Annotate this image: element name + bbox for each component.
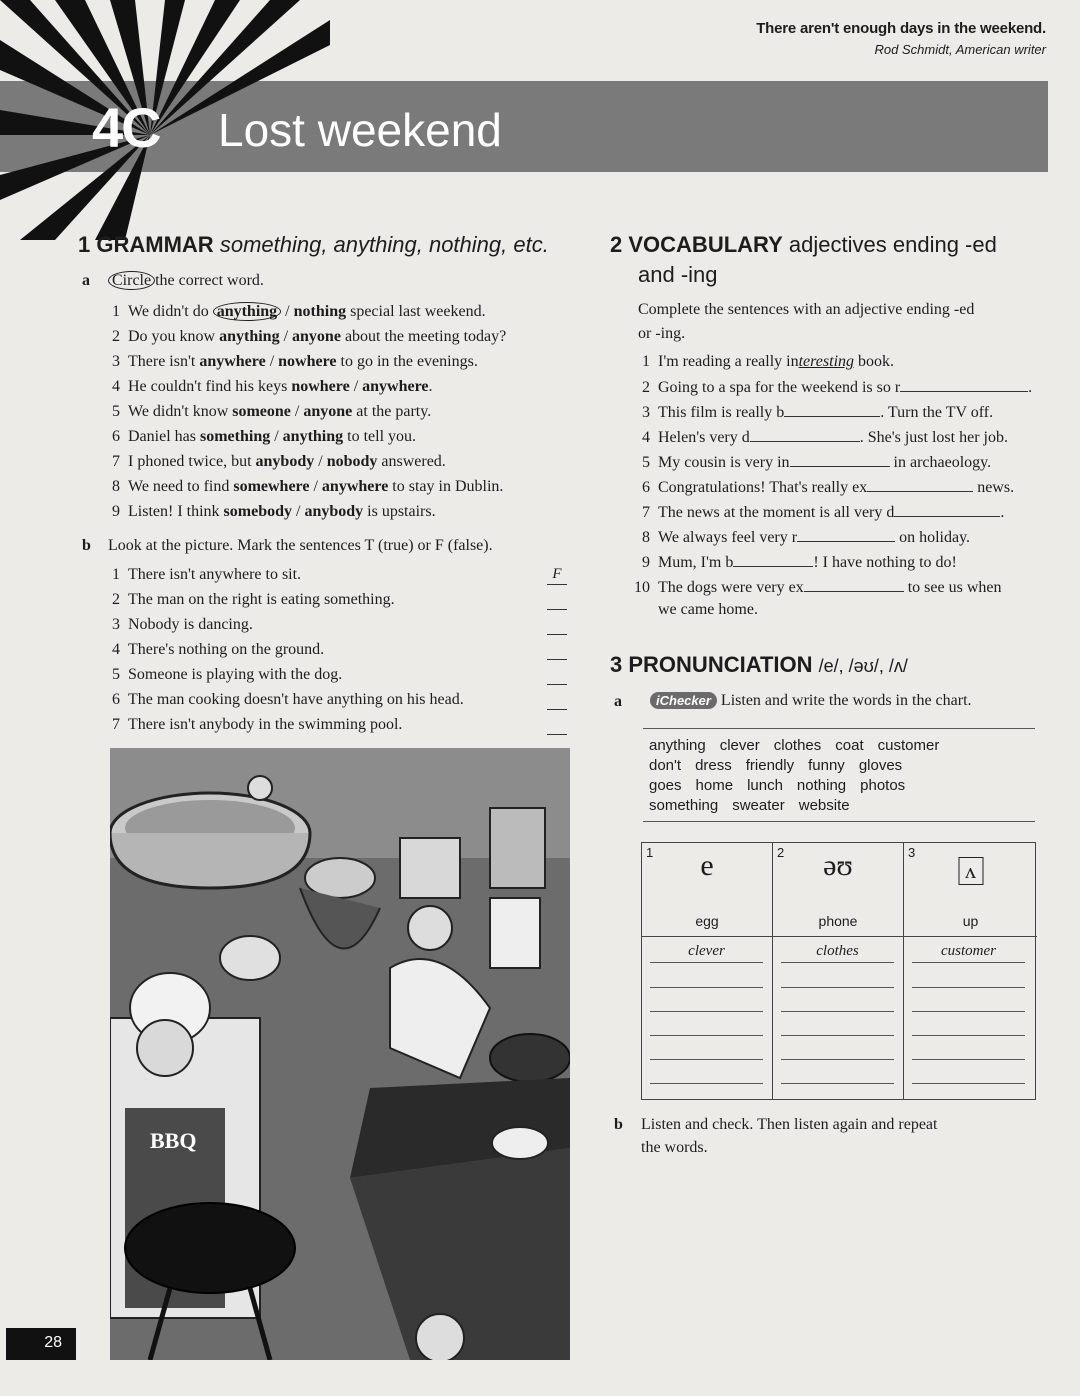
item-text: Nobody is dancing. xyxy=(128,616,253,633)
page-number: 28 xyxy=(6,1328,76,1360)
sound-chart xyxy=(641,842,1036,1100)
option-1[interactable]: anything xyxy=(213,302,281,321)
answer-blank[interactable] xyxy=(733,553,813,567)
item-number: 5 xyxy=(112,666,120,683)
column-header xyxy=(642,843,772,937)
chart-answer-filled: clothes xyxy=(781,943,894,963)
chart-answer-line[interactable] xyxy=(650,1011,763,1012)
word-item: goes xyxy=(649,777,682,794)
answer-blank[interactable] xyxy=(804,578,904,592)
instruction-text: Listen and write the words in the chart. xyxy=(720,692,972,709)
chart-answer-line[interactable] xyxy=(650,1035,763,1036)
sound-example-word: egg xyxy=(695,913,719,929)
exercise-instruction xyxy=(108,272,264,290)
sound-example-word: phone xyxy=(818,913,858,929)
word-item: clever xyxy=(719,737,760,754)
apron-text: BBQ xyxy=(150,1128,197,1153)
word-row xyxy=(649,797,864,814)
word-item: gloves xyxy=(858,757,903,774)
item-number: 8 xyxy=(642,529,650,546)
item-text: at the party. xyxy=(352,403,432,420)
item-number: 3 xyxy=(642,404,650,421)
item-text: book. xyxy=(854,353,895,370)
tf-answer-field[interactable] xyxy=(547,691,567,710)
vocab-item-cont: we came home. xyxy=(658,601,758,618)
item-number: 7 xyxy=(112,453,120,470)
item-text: Do you know xyxy=(128,328,220,345)
word-item: lunch xyxy=(747,777,783,794)
item-text: Listen! I think xyxy=(128,503,224,520)
item-text: on holiday. xyxy=(895,529,971,546)
option-1[interactable]: somewhere xyxy=(233,478,310,495)
option-2[interactable]: anybody xyxy=(304,503,364,520)
vocab-item xyxy=(630,428,1008,447)
item-number: 4 xyxy=(642,429,650,446)
grammar-a-item xyxy=(100,303,486,321)
item-text: We need to find xyxy=(128,478,234,495)
item-number: 9 xyxy=(642,554,650,571)
item-text: is upstairs. xyxy=(363,503,436,520)
section-topic: adjectives ending -ed xyxy=(788,232,997,257)
answer-blank[interactable] xyxy=(790,453,890,467)
option-2[interactable]: anywhere xyxy=(362,378,429,395)
illustration-drawing xyxy=(110,748,570,1360)
item-text: Daniel has xyxy=(128,428,200,445)
instruction-rest: the correct word. xyxy=(155,272,264,289)
pron-a-instruction xyxy=(650,692,972,710)
option-1[interactable]: anybody xyxy=(255,453,315,470)
sound-symbol: əʊ xyxy=(823,849,853,882)
grammar-a-item xyxy=(100,378,433,396)
grammar-b-item xyxy=(100,616,253,634)
vocab-item xyxy=(630,403,993,422)
option-1[interactable]: nowhere xyxy=(291,378,350,395)
item-number: 4 xyxy=(112,641,120,658)
column-header xyxy=(773,843,903,937)
item-text: . Turn the TV off. xyxy=(880,404,994,421)
option-separator: / xyxy=(290,403,304,420)
chart-answer-line[interactable] xyxy=(650,1083,763,1084)
section-title: GRAMMAR xyxy=(96,232,214,257)
chart-answer-filled: clever xyxy=(650,943,763,963)
option-2[interactable]: anyone xyxy=(292,328,341,345)
item-text: There isn't xyxy=(128,353,200,370)
vocab-item xyxy=(630,478,1014,497)
word-item: clothes xyxy=(773,737,822,754)
word-item: friendly xyxy=(745,757,795,774)
bbq-party-illustration xyxy=(110,748,570,1360)
chart-answer-line[interactable] xyxy=(912,987,1025,988)
chart-answer-line[interactable] xyxy=(781,987,894,988)
vocab-item xyxy=(630,453,991,472)
grammar-a-item xyxy=(100,478,503,496)
unit-code: 4C xyxy=(92,96,160,159)
tf-answer-field[interactable] xyxy=(547,716,567,735)
item-number: 8 xyxy=(112,478,120,495)
word-row xyxy=(649,777,919,794)
option-separator: / xyxy=(309,478,322,495)
item-text: answered. xyxy=(377,453,446,470)
grammar-b-item xyxy=(100,691,464,709)
item-number: 2 xyxy=(642,379,650,396)
item-text: We always feel very r xyxy=(658,529,798,546)
option-1[interactable]: someone xyxy=(232,403,291,420)
vocab-item xyxy=(630,378,1032,397)
item-text: . xyxy=(1028,379,1033,396)
option-separator: / xyxy=(281,303,294,320)
sound-example-word: up xyxy=(962,913,979,929)
column-number: 1 xyxy=(646,845,654,860)
item-text: He couldn't find his keys xyxy=(128,378,292,395)
answer-blank[interactable] xyxy=(894,503,1000,517)
vocab-instruction: Complete the sentences with an adjective ending -ed xyxy=(638,301,975,318)
word-item: nothing xyxy=(796,777,847,794)
item-number: 3 xyxy=(112,616,120,633)
grammar-b-item xyxy=(100,666,342,684)
item-number: 5 xyxy=(112,403,120,420)
item-text: to go in the evenings. xyxy=(336,353,478,370)
section-title: PRONUNCIATION xyxy=(628,652,813,677)
option-separator: / xyxy=(314,453,327,470)
item-number: 6 xyxy=(112,691,120,708)
grammar-b-item xyxy=(100,566,301,584)
item-number: 2 xyxy=(112,591,120,608)
vocab-item xyxy=(630,503,1004,522)
option-1[interactable]: something xyxy=(199,428,271,445)
word-item: don't xyxy=(649,757,682,774)
chart-answer-line[interactable] xyxy=(912,1011,1025,1012)
vocabulary-heading xyxy=(610,232,997,258)
item-text: . She's just lost her job. xyxy=(859,429,1008,446)
item-number: 7 xyxy=(112,716,120,733)
tf-answer-field[interactable] xyxy=(547,641,567,660)
option-separator: / xyxy=(270,428,283,445)
section-number: 2 xyxy=(610,232,623,257)
word-item: something xyxy=(649,797,719,814)
option-separator: / xyxy=(265,353,279,370)
item-number: 1 xyxy=(112,566,120,583)
grammar-a-item xyxy=(100,353,478,371)
grammar-a-item xyxy=(100,403,431,421)
item-number: 6 xyxy=(642,479,650,496)
word-row xyxy=(649,737,953,754)
option-separator: / xyxy=(349,378,363,395)
chart-answer-line[interactable] xyxy=(781,1011,894,1012)
answer-blank[interactable] xyxy=(797,528,895,542)
option-2[interactable]: nobody xyxy=(326,453,378,470)
item-number: 2 xyxy=(112,328,120,345)
word-item: home xyxy=(695,777,734,794)
section-title: VOCABULARY xyxy=(628,232,783,257)
quote-block xyxy=(756,20,1046,57)
answer-blank[interactable] xyxy=(900,378,1028,392)
quote-text: There aren't enough days in the weekend. xyxy=(756,20,1046,37)
pronunciation-heading xyxy=(610,652,908,678)
unit-title: Lost weekend xyxy=(218,104,502,156)
tf-answer-field[interactable] xyxy=(547,591,567,610)
item-number: 1 xyxy=(112,303,120,320)
option-2[interactable]: anywhere xyxy=(321,478,389,495)
exercise-letter: b xyxy=(614,1116,623,1133)
item-text: in archaeology. xyxy=(889,454,992,471)
item-text: My cousin is very in xyxy=(658,454,790,471)
chart-answer-line[interactable] xyxy=(650,987,763,988)
option-1[interactable]: anywhere xyxy=(199,353,266,370)
option-2[interactable]: anyone xyxy=(303,403,353,420)
tf-answer-field[interactable]: F xyxy=(547,566,567,585)
item-text: to see us when xyxy=(903,579,1002,596)
chart-answer-line[interactable] xyxy=(781,1035,894,1036)
chart-column xyxy=(642,843,773,1099)
item-text: to stay in Dublin. xyxy=(388,478,504,495)
item-number: 1 xyxy=(642,353,650,370)
item-text: The man on the right is eating something. xyxy=(128,591,395,608)
answer-blank[interactable] xyxy=(867,478,973,492)
chart-answer-line[interactable] xyxy=(912,1059,1025,1060)
grammar-b-item xyxy=(100,641,324,659)
chart-column xyxy=(904,843,1037,1099)
quote-author: Rod Schmidt, American writer xyxy=(874,42,1046,57)
item-number: 5 xyxy=(642,454,650,471)
item-text: I phoned twice, but xyxy=(128,453,256,470)
exercise-letter: b xyxy=(82,537,91,554)
circle-word: Circle xyxy=(108,271,155,290)
item-text: ! I have nothing to do! xyxy=(813,554,957,571)
answer-blank[interactable] xyxy=(784,403,880,417)
item-text: news. xyxy=(973,479,1015,496)
item-text: This film is really b xyxy=(658,404,785,421)
chart-answer-line[interactable] xyxy=(781,1083,894,1084)
item-text: We didn't know xyxy=(128,403,233,420)
item-text: There's nothing on the ground. xyxy=(128,641,325,658)
word-item: customer xyxy=(877,737,940,754)
chart-answer-line[interactable] xyxy=(912,1083,1025,1084)
option-2[interactable]: anything xyxy=(282,428,344,445)
item-text: The dogs were very ex xyxy=(658,579,804,596)
grammar-a-item xyxy=(100,428,416,446)
grammar-heading xyxy=(78,232,549,258)
sound-symbol: ʌ xyxy=(958,857,983,885)
option-separator: / xyxy=(292,503,305,520)
answer-blank[interactable] xyxy=(750,428,860,442)
ichecker-badge[interactable]: iChecker xyxy=(650,692,717,709)
item-text: special last weekend. xyxy=(346,303,486,320)
item-text: Someone is playing with the dog. xyxy=(128,666,343,683)
item-number: 9 xyxy=(112,503,120,520)
item-text: Congratulations! That's really ex xyxy=(658,479,868,496)
grammar-a-item xyxy=(100,328,506,346)
vocab-instruction-cont: or -ing. xyxy=(638,325,686,342)
grammar-b-item xyxy=(100,716,402,734)
word-item: coat xyxy=(835,737,864,754)
item-text: The news at the moment is all very d xyxy=(658,504,895,521)
word-box xyxy=(643,728,1035,822)
option-2[interactable]: nothing xyxy=(293,303,347,320)
vocabulary-topic-cont: and -ing xyxy=(638,262,718,287)
vocab-item xyxy=(630,528,970,547)
word-item: sweater xyxy=(732,797,785,814)
item-number: 6 xyxy=(112,428,120,445)
word-item: photos xyxy=(860,777,906,794)
column-number: 3 xyxy=(908,845,916,860)
sound-symbol: e xyxy=(700,849,714,882)
chart-answer-filled: customer xyxy=(912,943,1025,963)
tf-answer-field[interactable] xyxy=(547,666,567,685)
section-number: 3 xyxy=(610,652,623,677)
item-text: about the meeting today? xyxy=(340,328,507,345)
word-item: funny xyxy=(808,757,845,774)
option-1[interactable]: somebody xyxy=(223,503,292,520)
tf-answer-field[interactable] xyxy=(547,616,567,635)
item-text: There isn't anywhere to sit. xyxy=(128,566,302,583)
item-number: 7 xyxy=(642,504,650,521)
chart-answer-line[interactable] xyxy=(650,1059,763,1060)
word-row xyxy=(649,757,916,774)
column-header xyxy=(904,843,1037,937)
column-number: 2 xyxy=(777,845,785,860)
grammar-a-item xyxy=(100,453,446,471)
chart-column xyxy=(773,843,904,1099)
item-text: to tell you. xyxy=(343,428,417,445)
option-1[interactable]: anything xyxy=(219,328,280,345)
item-text: . xyxy=(1000,504,1005,521)
grammar-a-item xyxy=(100,503,436,521)
item-number: 4 xyxy=(112,378,120,395)
word-item: dress xyxy=(695,757,732,774)
pron-b-instruction: Listen and check. Then listen again and repeat xyxy=(641,1116,938,1133)
item-text: Helen's very d xyxy=(658,429,750,446)
chart-answer-line[interactable] xyxy=(781,1059,894,1060)
item-text: Mum, I'm b xyxy=(658,554,734,571)
exercise-letter: a xyxy=(614,693,622,710)
item-text: We didn't do xyxy=(128,303,213,320)
word-item: website xyxy=(798,797,850,814)
grammar-b-item xyxy=(100,591,395,609)
item-text: The man cooking doesn't have anything on his head. xyxy=(128,691,464,708)
item-text: Going to a spa for the weekend is so r xyxy=(658,379,901,396)
section-sounds: /e/, /əʊ/, /ʌ/ xyxy=(818,656,908,676)
vocab-item xyxy=(630,353,894,371)
item-text: There isn't anybody in the swimming pool. xyxy=(128,716,403,733)
pron-b-instruction-cont: the words. xyxy=(641,1139,708,1156)
exercise-letter: a xyxy=(82,272,90,289)
section-topic: something, anything, nothing, etc. xyxy=(219,232,549,257)
option-separator: / xyxy=(279,328,293,345)
filled-answer: teresting xyxy=(798,353,855,370)
item-number: 3 xyxy=(112,353,120,370)
section-number: 1 xyxy=(78,232,91,257)
option-2[interactable]: nowhere xyxy=(278,353,337,370)
exercise-instruction: Look at the picture. Mark the sentences T (true) or F (false). xyxy=(108,537,493,554)
word-item: anything xyxy=(649,737,706,754)
item-number: 10 xyxy=(634,579,650,596)
vocab-item xyxy=(630,553,957,572)
item-text: I'm reading a really in xyxy=(658,353,799,370)
vocab-item xyxy=(630,578,1001,597)
item-text: . xyxy=(428,378,433,395)
chart-answer-line[interactable] xyxy=(912,1035,1025,1036)
